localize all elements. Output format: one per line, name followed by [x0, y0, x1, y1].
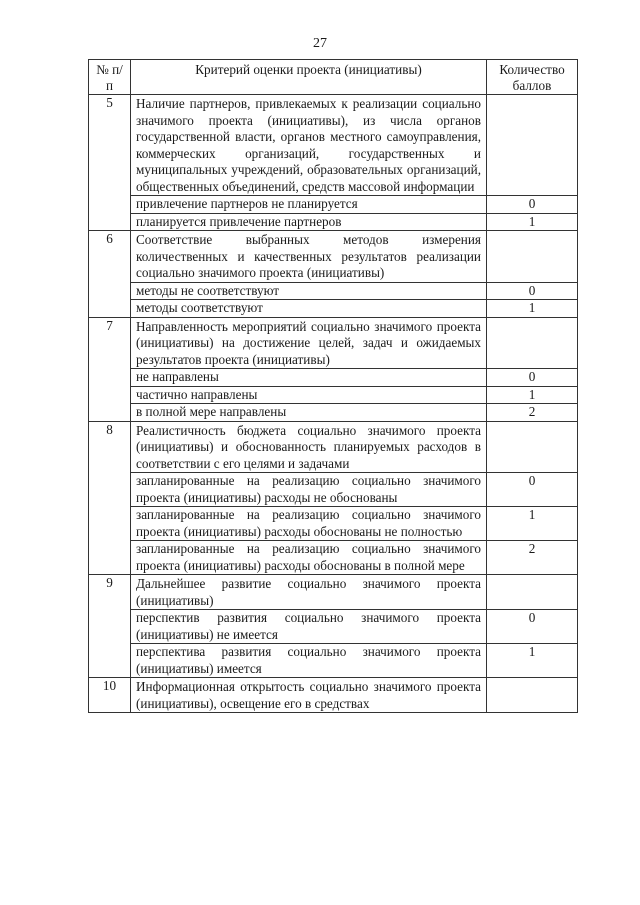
header-num: № п/п	[89, 60, 131, 95]
option-text: методы соответствуют	[131, 300, 487, 318]
criterion-number: 6	[89, 231, 131, 318]
score-cell-empty	[487, 231, 578, 283]
option-text: методы не соответствуют	[131, 282, 487, 300]
option-score: 1	[487, 386, 578, 404]
option-score: 1	[487, 507, 578, 541]
option-score: 0	[487, 196, 578, 214]
score-cell-empty	[487, 678, 578, 713]
option-row	[89, 404, 578, 422]
score-cell-empty	[487, 575, 578, 610]
criterion-row	[89, 231, 578, 283]
header-score: Количество баллов	[487, 60, 578, 95]
option-text: планируется привлечение партнеров	[131, 213, 487, 231]
criterion-text: Направленность мероприятий социально значимого проекта (инициативы) на достижение целей, задач и ожидаемых результатов проекта (инициативы)	[131, 317, 487, 369]
page-number: 27	[313, 36, 327, 51]
option-row	[89, 507, 578, 541]
criterion-row	[89, 95, 578, 196]
criteria-table	[88, 59, 578, 713]
criterion-row	[89, 678, 578, 713]
criterion-number: 7	[89, 317, 131, 421]
criterion-row	[89, 421, 578, 473]
option-score: 1	[487, 213, 578, 231]
option-text: не направлены	[131, 369, 487, 387]
option-row	[89, 369, 578, 387]
option-score: 0	[487, 369, 578, 387]
option-score: 1	[487, 300, 578, 318]
option-text: в полной мере направлены	[131, 404, 487, 422]
criterion-text: Наличие партнеров, привлекаемых к реализации социально значимого проекта (инициативы), из числа органов государственной власти, органов местного самоуправления, коммерческих организаций, государственных и муниципальных учреждений, образовательных организаций, общественных объединений, средств массовой информации	[131, 95, 487, 196]
option-row	[89, 300, 578, 318]
criterion-row	[89, 317, 578, 369]
option-score: 0	[487, 610, 578, 644]
criterion-number: 5	[89, 95, 131, 231]
score-cell-empty	[487, 95, 578, 196]
option-text: перспектива развития социально значимого проекта (инициативы) имеется	[131, 644, 487, 678]
option-score: 1	[487, 644, 578, 678]
option-score: 0	[487, 282, 578, 300]
option-row	[89, 644, 578, 678]
option-row	[89, 610, 578, 644]
criterion-number: 10	[89, 678, 131, 713]
option-text: запланированные на реализацию социально значимого проекта (инициативы) расходы обоснованы в полной мере	[131, 541, 487, 575]
criterion-text: Реалистичность бюджета социально значимого проекта (инициативы) и обоснованность планируемых расходов в соответствии с его целями и задачами	[131, 421, 487, 473]
score-cell-empty	[487, 421, 578, 473]
criterion-row	[89, 575, 578, 610]
criterion-text: Дальнейшее развитие социально значимого проекта (инициативы)	[131, 575, 487, 610]
option-row	[89, 282, 578, 300]
option-text: запланированные на реализацию социально значимого проекта (инициативы) расходы не обоснованы	[131, 473, 487, 507]
option-score: 2	[487, 404, 578, 422]
option-score: 0	[487, 473, 578, 507]
option-text: запланированные на реализацию социально значимого проекта (инициативы) расходы обоснованы не полностью	[131, 507, 487, 541]
score-cell-empty	[487, 317, 578, 369]
option-row	[89, 541, 578, 575]
header-criterion: Критерий оценки проекта (инициативы)	[131, 60, 487, 95]
option-text: частично направлены	[131, 386, 487, 404]
criterion-number: 8	[89, 421, 131, 575]
table-header-row	[89, 60, 578, 95]
option-row	[89, 386, 578, 404]
criterion-text: Соответствие выбранных методов измерения количественных и качественных результатов реализации социально значимого проекта (инициативы)	[131, 231, 487, 283]
option-row	[89, 196, 578, 214]
option-text: привлечение партнеров не планируется	[131, 196, 487, 214]
option-score: 2	[487, 541, 578, 575]
option-row	[89, 213, 578, 231]
option-row	[89, 473, 578, 507]
criterion-text: Информационная открытость социально значимого проекта (инициативы), освещение его в средствах	[131, 678, 487, 713]
criterion-number: 9	[89, 575, 131, 678]
option-text: перспектив развития социально значимого проекта (инициативы) не имеется	[131, 610, 487, 644]
